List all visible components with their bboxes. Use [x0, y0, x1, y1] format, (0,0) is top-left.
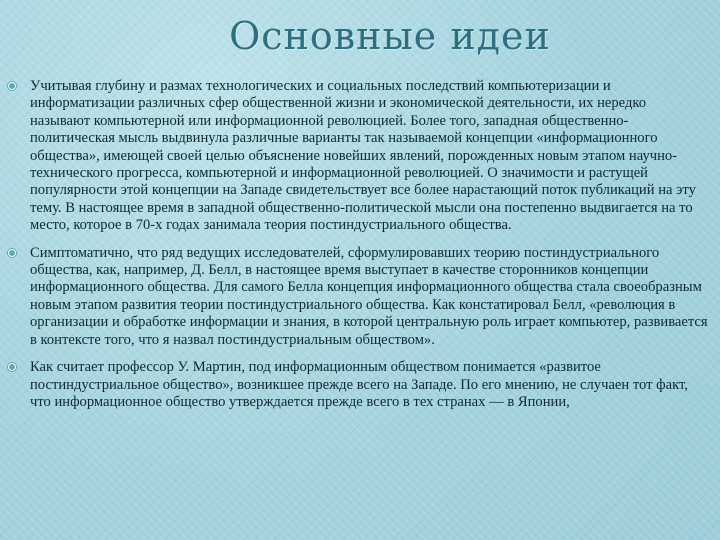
- bullet-text-2: Симптоматично, что ряд ведущих исследователей, сформулировавших теорию постиндустриального общества, как, например, Д. Белл, в настоящее время выступает в качестве сторонников концепции информационного общества. Для самого Белла концепция информационного общества стала своеобразным новым этапом развития теории постиндустриального общества. Как констатировал Белл, «революция в организации и обработке информации и знания, в которой центральную роль играет компьютер, развивается в контексте того, что я назвал постиндустриальным обществом».: [30, 244, 708, 348]
- slide-title-text: Основные идеи: [229, 14, 551, 58]
- bullet-item-2: [8, 245, 708, 349]
- bullet-list: [8, 78, 708, 421]
- bullet-item-1: [8, 78, 708, 235]
- bullet-icon: [8, 82, 16, 90]
- bullet-item-3: [8, 359, 708, 411]
- slide-title: [0, 14, 720, 58]
- bullet-text-3: Как считает профессор У. Мартин, под информационным обществом понимается «развитое постиндустриальное общество», возникшее прежде всего на Западе. По его мнению, не случаен тот факт, что информационное общество утверждается прежде всего в тех странах — в Японии,: [30, 359, 688, 410]
- bullet-icon: [8, 249, 16, 257]
- bullet-text-1: Учитывая глубину и размах технологических и социальных последствий компьютеризации и информатизации различных сфер общественной жизни и экономической деятельности, их нередко называют компьютерной или информационной революцией. Более того, западная общественно-политическая мысль выдвинула различные варианты так называемой концепции «информационного общества», имеющей своей целью объяснение новейших явлений, порожденных новым этапом научно-технического прогресса, компьютерной и информационной революцией. О значимости и растущей популярности этой концепции на Западе свидетельствует все более нарастающий поток публикаций на эту тему. В настоящее время в западной общественно-политической мысли она постепенно выдвигается на то место, которое в 70-х годах занимала теория постиндустриального общества.: [30, 78, 696, 234]
- bullet-icon: [8, 363, 16, 371]
